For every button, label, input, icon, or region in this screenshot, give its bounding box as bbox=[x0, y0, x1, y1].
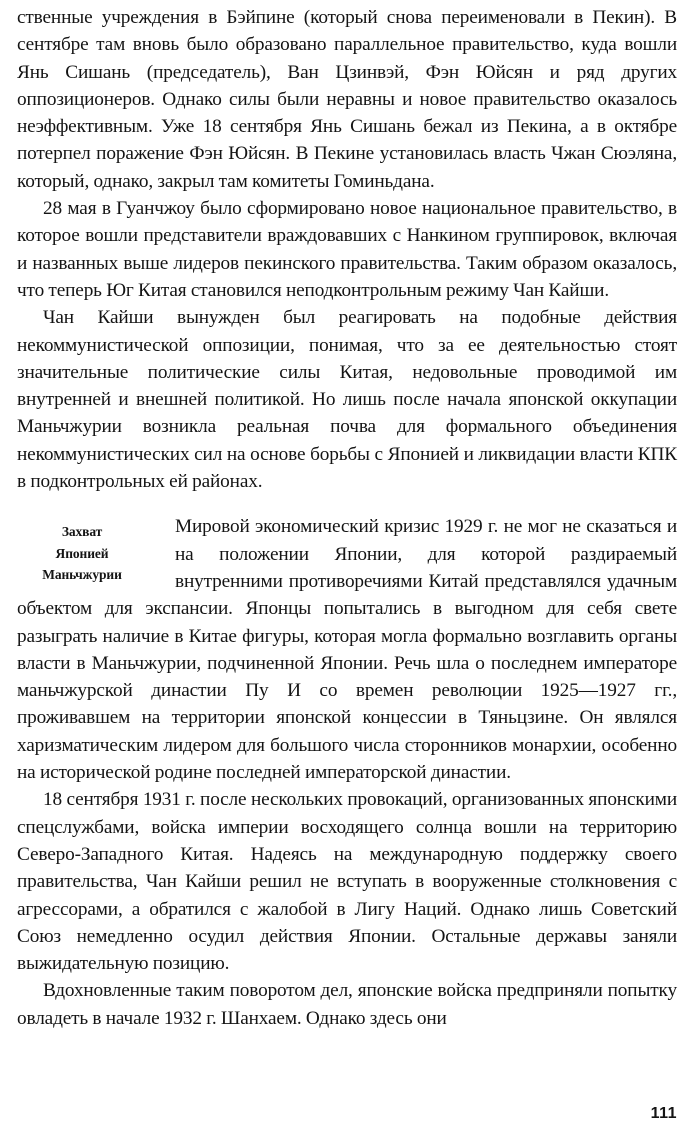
side-heading-line-2: Японией bbox=[55, 545, 109, 561]
book-page bbox=[17, 4, 677, 1135]
page-number: 111 bbox=[650, 1105, 677, 1122]
side-heading bbox=[17, 521, 147, 586]
side-heading-line-1: Захват bbox=[61, 524, 103, 540]
side-heading-line-3: Маньчжурии bbox=[42, 567, 122, 583]
paragraph-1: ственные учреждения в Бэйпине (который снова переименовали в Пекин). В сентябре там вновь было образовано параллельное правительство, куда вошли Янь Сишань (председатель), Ван Цзинвэй, Фэн Юйсян и ряд других оппозиционеров. Однако силы были неравны и новое правительство оказалось неэффективным. Уже 18 сентября Янь Сишань бежал из Пекина, а в октябре потерпел поражение Фэн Юйсян. В Пекине установилась власть Чжан Сюэляна, который, однако, закрыл там комитеты Гоминьдана. bbox=[17, 7, 677, 192]
paragraph-5: 18 сентября 1931 г. после нескольких провокаций, организованных японскими спецслужбами, войска империи восходящего солнца вошли на территорию Северо-Западного Китая. Надеясь на международную поддержку своего правительства, Чан Кайши решил не вступать в вооруженные столкновения с агрессорами, а обратился с жалобой в Лигу Наций. Однако лишь Советский Союз немедленно осудил действия Японии. Остальные державы заняли выжидательную позицию. bbox=[17, 789, 677, 975]
paragraph-6: Вдохновленные таким поворотом дел, японские войска предприняли попытку овладеть в начале 1932 г. Шанхаем. Однако здесь они bbox=[17, 980, 677, 1029]
paragraph-2: 28 мая в Гуанчжоу было сформировано новое национальное правительство, в которое вошли представители враждовавших с Нанкином группировок, включая и названных выше лидеров пекинского правительства. Таким образом оказалось, что теперь Юг Китая становился неподконтрольным режиму Чан Кайши. bbox=[17, 198, 677, 301]
paragraph-4: Мировой экономический кризис 1929 г. не мог не сказаться и на положении Японии, для которой раздираемый внутренними противоречиями Китай представлялся удачным объектом для экспансии. Японцы попытались в выгодном для себя свете разыграть наличие в Китае фигуры, которая могла формально возглавить органы власти в Маньчжурии, подчиненной Японии. Речь шла о последнем императоре маньчжурской династии Пу И со времен революции 1925—1927 гг., проживавшем на территории японской концессии в Тяньцзине. Он являлся харизматическим лидером для большого числа сторонников монархии, особенно на исторической родине последней императорской династии. bbox=[17, 516, 677, 784]
section-manchuria bbox=[17, 513, 677, 786]
paragraph-3: Чан Кайши вынужден был реагировать на подобные действия некоммунистической оппозиции, понимая, что за ее деятельностью стоят значительные политические силы Китая, недовольные проводимой им внутренней и внешней политикой. Но лишь после начала японской оккупации Маньчжурии возникла реальная почва для формального объединения некоммунистических сил на основе борьбы с Японией и ликвидации власти КПК в подконтрольных ей районах. bbox=[17, 307, 677, 493]
